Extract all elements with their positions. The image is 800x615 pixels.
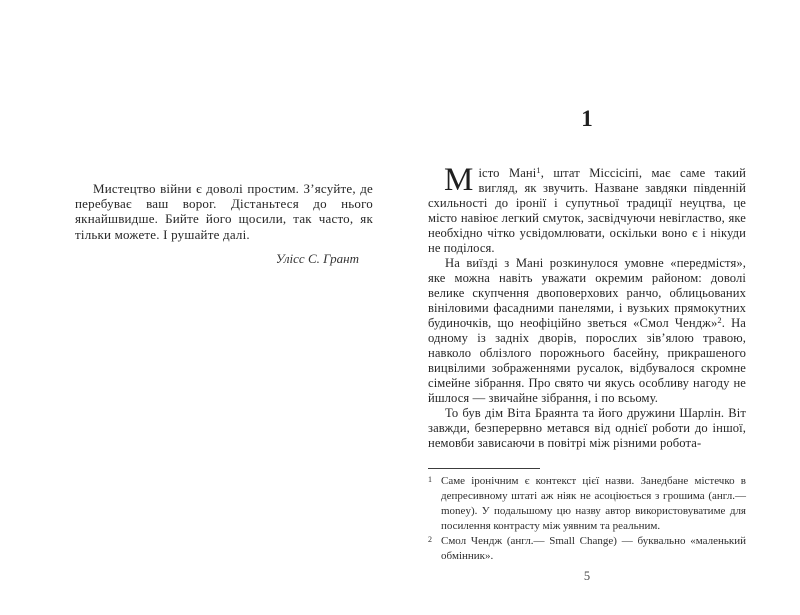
page-number: 5	[583, 569, 591, 583]
footnote-2-number: 2	[428, 535, 432, 544]
footnote-2	[428, 534, 746, 564]
paragraph-3: То був дім Віта Браянта та його дружини Шарлін. Віт завжди, безперервно метався від однієї роботи до іншої, немовби зависаючи в повітрі між різними робота-	[428, 406, 746, 450]
chapter-body	[428, 162, 746, 451]
paragraph-1-text-before-ref: істо Мані	[478, 166, 537, 180]
paragraph-2	[428, 256, 746, 406]
footnote-section	[428, 468, 746, 564]
footnote-ref-1: 1	[536, 165, 541, 175]
footnote-1	[428, 474, 746, 534]
drop-cap: М	[444, 162, 474, 198]
epigraph-attribution: Улісс С. Грант	[275, 250, 359, 266]
footnote-separator-rule	[428, 468, 540, 469]
paragraph-1-text-after-ref: , штат Міссісіпі, має саме такий вигляд, як звучить. Назване завдяки південній схильності до іронії і супутньої традиції неуцтва, це місто навіює легкий смуток, засвідчуючи невігластво, яке необхідно чітко усвідомлювати, оскільки воно є і нікуди не поділося.	[428, 166, 746, 255]
footnote-ref-2: 2	[717, 315, 722, 325]
chapter-number: 1	[581, 106, 593, 131]
footnote-2-text: Смол Чендж (англ.— Small Change) — буквально «маленький обмінник».	[441, 535, 746, 562]
epigraph-text: Мистецтво війни є доволі простим. З’ясуйте, де перебуває ваш ворог. Дістаньтеся до нього якнайшвидше. Бийте його щосили, так часто, як тільки можете. І рушайте далі.	[75, 181, 373, 242]
footnote-1-number: 1	[428, 475, 432, 484]
left-page	[75, 181, 373, 267]
footnote-1-text: Саме іронічним є контекст цієї назви. Занедбане містечко в депресивному штаті аж ніяк не асоціюється з грошима (англ.— money). У подальшому цю назву автор використовуватиме для посилення контрасту між уявним та реальним.	[441, 475, 746, 532]
paragraph-2-text-before-ref: На виїзді з Мані розкинулося умовне «передмістя», яке можна навіть уважати окремим районом: доволі велике скупчення двоповерхових ранчо, облицьованих вініловими фасадними панелями, і вузьких прямокутних будиночків, що неофіційно зветься «Смол Чендж»	[428, 256, 746, 330]
paragraph-2-text-after-ref: . На одному із задніх дворів, порослих зів’ялою травою, навколо облізлого порожнього басейну, прикрашеного вицвілими зображеннями русалок, відбувалося скромне сімейне зібрання. Про свято чи якусь особливу нагоду не йшлося — звичайне зібрання, і по всьому.	[428, 316, 746, 405]
paragraph-1	[428, 162, 746, 256]
